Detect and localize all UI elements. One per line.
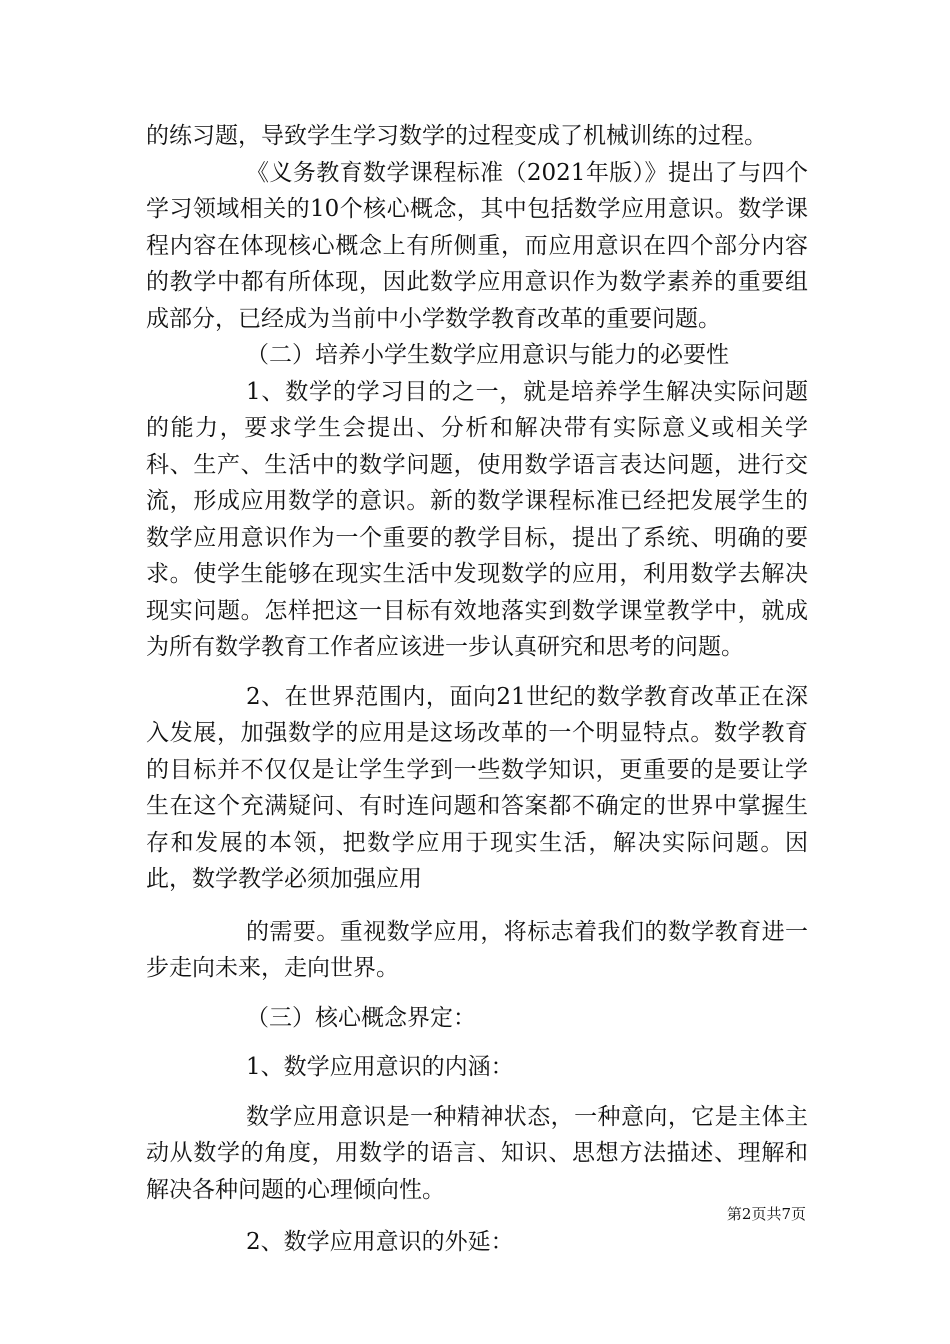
section-heading-3: （三）核心概念界定： (246, 1004, 476, 1031)
section-heading-2: （二）培养小学生数学应用意识与能力的必要性 (246, 342, 729, 368)
paragraph-necessity-1: 1、数学的学习目的之一，就是培养学生解决实际问题的能力，要求学生会提出、分析和解决带有实际意义或相关学科、生产、生活中的数学问题，使用数学语言表达问题，进行交流，形成应用数学的意识。新的数学课程标准已经把发展学生的数学应用意识作为一个重要的教学目标，提出了系统、明确的要求。使学生能够在现实生活中发现数学的应用，利用数学去解决现实问题。怎样把这一目标有效地落实到数学课堂教学中，就成为所有数学教育工作者应该进一步认真研究和思考的问题。 (146, 378, 808, 660)
paragraph-necessity-2: 2、在世界范围内，面向21世纪的数学教育改革正在深入发展，加强数学的应用是这场改革的一个明显特点。数学教育的目标并不仅仅是让学生学到一些数学知识，更重要的是要让学生在这个充满疑问、有时连问题和答案都不确定的世界中掌握生存和发展的本领，把数学应用于现实生活，解决实际问题。因此，数学教学必须加强应用 (146, 683, 808, 892)
page-number-footer: 第2页共7页 (726, 1205, 806, 1223)
page-body (146, 118, 808, 1261)
paragraph-connotation: 数学应用意识是一种精神状态，一种意向，它是主体主动从数学的角度，用数学的语言、知识、思想方法描述、理解和解决各种问题的心理倾向性。 (146, 1103, 808, 1203)
paragraph-continuation: 的练习题，导致学生学习数学的过程变成了机械训练的过程。 (146, 123, 767, 149)
subheading-connotation: 1、数学应用意识的内涵： (246, 1054, 514, 1080)
paragraph-curriculum-standard: 《义务教育数学课程标准（2021年版）》提出了与四个学习领域相关的10个核心概念，其中包括数学应用意识。数学课程内容在体现核心概念上有所侧重，而应用意识在四个部分内容的教学中都有所体现，因此数学应用意识作为数学素养的重要组成部分，已经成为当前中小学数学教育改革的重要问题。 (146, 159, 808, 332)
paragraph-necessity-2-cont: 的需要。重视数学应用，将标志着我们的数学教育进一步走向未来，走向世界。 (146, 918, 808, 981)
subheading-extension: 2、数学应用意识的外延： (246, 1229, 514, 1255)
